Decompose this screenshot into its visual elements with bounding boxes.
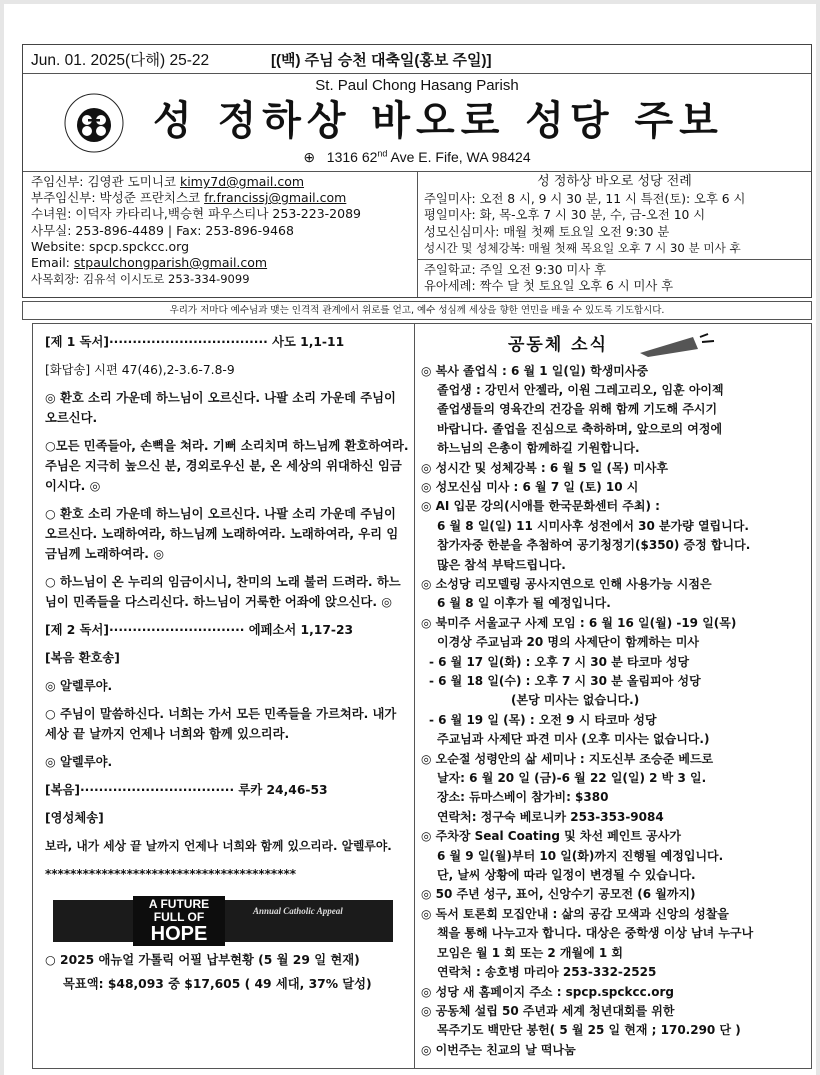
feast-title: [(백) 주님 승천 대축일(홍보 주일)] [271, 51, 492, 69]
news-item-title: ◎ 공동체 설립 50 주년과 세계 청년대회를 위한 [421, 1003, 675, 1018]
parish-logo-icon [63, 92, 125, 154]
convent: 수녀원: 이덕자 카타리나,백승현 파우스티나 253-223-2089 [31, 206, 361, 222]
news-item-title: ◎ 독서 토론회 모집안내 : 삶의 공감 모색과 신앙의 성찰을 [421, 906, 729, 921]
news-item-detail: 6 월 9 일(월)부터 10 일(화)까지 진행될 예정입니다. [437, 848, 724, 863]
address-number: 1316 62 [326, 149, 378, 165]
news-item [421, 497, 805, 575]
psalm: [화답송] 시편 47(46),2-3.6-7.8-9 [45, 362, 235, 377]
news-item-detail: 6 월 8 일(일) 11 시미사후 성전에서 30 분가량 열립니다. [437, 518, 749, 533]
communion-antiphon: 보라, 내가 세상 끝 날까지 언제나 너희와 함께 있으리라. 알렐루야. [45, 838, 392, 853]
mass-times [418, 172, 811, 260]
news-title: 공동체 소식 [507, 334, 609, 355]
date-row [23, 45, 811, 74]
priest-mass-schedule: 주교님과 사제단 파견 미사 (오후 미사는 없습니다.) [437, 732, 710, 747]
gospel: [복음]································· 루카 24,46-53 [45, 782, 328, 797]
banner-subtitle: Annual Catholic Appeal [253, 905, 343, 916]
bulletin-title: 성 정하상 바오로 성당 주보 [153, 98, 724, 144]
email-label: Email: [31, 255, 74, 271]
news-item-detail: 졸업생 : 강민서 안젤라, 이원 그레고리오, 임훈 아이젝 [437, 382, 724, 397]
news-item [421, 983, 805, 1002]
info-section [23, 172, 811, 297]
priest-mass-schedule: - 6 월 18 일(수) : 오후 7 시 30 분 올림피아 성당 [429, 674, 701, 688]
news-item [421, 905, 805, 983]
sunday-school: 주일학교: 주일 오전 9:30 미사 후 [424, 262, 606, 277]
news-item-detail: 이경상 주교님과 20 명의 사제단이 함께하는 미사 [437, 635, 700, 650]
council-president: 사목회장: 김유석 이시도로 253-334-9099 [31, 272, 250, 287]
banner-logo [133, 896, 225, 946]
news-item [421, 459, 805, 478]
bulletin-header [22, 44, 812, 298]
news-item-title: ◎ 북미주 서울교구 사제 모임 : 6 월 16 일(월) -19 일(목) [421, 615, 737, 630]
address-street: Ave E. Fife, WA 98424 [387, 149, 531, 165]
other-schedule [418, 260, 811, 297]
news-item-detail: 졸업생들의 영육간의 건강을 위해 함께 기도해 주시기 [437, 402, 718, 417]
psalm-verse: ○ 환호 소리 가운데 하느님이 오르신다. 나팔 소리 가운데 주님이 오르신다. 노래하여라, 하느님께 노래하여라. 노래하여라, 우리 임금님께 노래하여라. ◎ [45, 506, 399, 561]
news-item [421, 575, 805, 614]
news-item-detail: 6 월 8 일 이후가 될 예정입니다. [437, 596, 611, 611]
news-item-title: ◎ 주차장 Seal Coating 및 차선 페인트 공사가 [421, 829, 681, 844]
alleluia: ◎ 알렐루야. [45, 754, 113, 769]
banner-text: FULL OF [153, 909, 205, 924]
pastor-email-link[interactable]: kimy7d@gmail.com [179, 174, 305, 189]
priest-mass-schedule: - 6 월 19 일 (목) : 오전 9 시 타코마 성당 [429, 712, 657, 727]
news-item-title: ◎ 성모신심 미사 : 6 월 7 일 (토) 10 시 [421, 479, 639, 494]
news-item-detail: 장소: 듀마스베이 참가비: $380 [437, 790, 609, 805]
infant-baptism: 유아세례: 짝수 달 첫 토요일 오후 6 시 미사 후 [424, 279, 674, 293]
news-item-detail: 날자: 6 월 20 일 (금)-6 월 22 일(일) 2 박 3 일. [437, 771, 707, 786]
news-item [421, 614, 805, 750]
prayer-motto: 우리가 저마다 예수님과 맺는 인격적 관계에서 위로를 얻고, 예수 성심께 세상을 향한 연민을 배울 수 있도록 기도합시다. [22, 301, 812, 320]
priest-mass-schedule: (본당 미사는 없습니다.) [511, 693, 640, 708]
marian-mass: 성모신심미사: 매월 첫째 토요일 오전 9:30 분 [424, 224, 670, 239]
news-item [421, 478, 805, 497]
news-item-detail: 연락처 : 송호병 마리아 253-332-2525 [437, 965, 657, 980]
second-reading: [제 2 독서]····························· 에페소서 1,17-23 [45, 622, 354, 637]
parish-address [23, 147, 811, 167]
news-item-detail: 하느님의 은총이 함께하길 기원합니다. [437, 441, 640, 456]
news-heading [421, 330, 805, 362]
address-sup: nd [377, 148, 388, 159]
news-item-detail: 책을 통해 나누고자 합니다. 대상은 중학생 이상 남녀 누구나 [437, 926, 754, 941]
title-block [23, 74, 811, 172]
communion-antiphon-heading: [영성체송] [45, 810, 104, 825]
news-item-title: ◎ 성당 새 홈페이지 주소 : spcp.spckcc.org [421, 984, 675, 999]
small-logo-icon: ⊕ [303, 149, 327, 165]
news-item-detail: 연락처: 정구숙 베로니카 253-353-9084 [437, 809, 664, 824]
news-item-detail: 모임은 월 1 회 또는 2 개월에 1 회 [437, 945, 623, 960]
contact-info [23, 172, 418, 297]
liturgy-schedule [418, 172, 811, 297]
news-item-title: ◎ 소성당 리모델링 공사지연으로 인해 사용가능 시점은 [421, 576, 712, 591]
news-list [421, 362, 805, 1061]
parish-email-link[interactable]: stpaulchongparish@gmail.com [73, 255, 268, 271]
sunday-mass: 주일미사: 오전 8 시, 9 시 30 분, 11 시 특전(토): 오후 6 시 [424, 191, 746, 206]
news-item-title: ◎ 오순절 성령안의 삶 세미나 : 지도신부 조승준 베드로 [421, 751, 714, 766]
banner-text: HOPE [150, 922, 208, 945]
holy-hour: 성시간 및 성체강복: 매월 첫째 목요일 오후 7 시 30 분 미사 후 [424, 241, 741, 255]
psalm-verse: ○ 하느님이 온 누리의 임금이시니, 찬미의 노래 불러 드려라. 하느님이 민족들을 다스리신다. 하느님이 거룩한 어좌에 앉으신다. ◎ [45, 574, 401, 609]
news-item-detail: 단, 날씨 상황에 따라 일정이 변경될 수 있습니다. [437, 868, 696, 883]
gospel-acclamation: [복음 환호송] [45, 650, 120, 665]
news-item [421, 827, 805, 885]
appeal-status-title: ○ 2025 애뉴얼 가톨릭 어필 납부현황 (5 월 29 일 현재) [45, 952, 360, 967]
banner-text: A FUTURE [148, 896, 210, 911]
star-divider: **************************************** [45, 866, 297, 881]
news-item-title: ◎ 50 주년 성구, 표어, 신앙수기 공모전 (6 월까지) [421, 887, 696, 902]
psalm-response: ◎ 환호 소리 가운데 하느님이 오르신다. 나팔 소리 가운데 주님이 오르신다. [45, 390, 396, 425]
news-item [421, 1041, 805, 1060]
news-item-detail: 바랍니다. 졸업을 진심으로 축하하며, 앞으로의 여정에 [437, 421, 723, 436]
issue-date: Jun. 01. 2025(다해) 25-22 [31, 52, 210, 69]
news-item [421, 362, 805, 459]
appeal-amount: 목표액: $48,093 중 $17,605 ( 49 세대, 37% 달성) [63, 976, 372, 991]
associate-email-link[interactable]: fr.francissj@gmail.com [204, 190, 347, 206]
content-columns [32, 323, 812, 1070]
news-item-title: ◎ 복사 졸업식 : 6 월 1 일(일) 학생미사중 [421, 363, 649, 378]
news-item-title: ◎ 성시간 및 성체강복 : 6 월 5 일 (목) 미사후 [421, 460, 669, 475]
first-reading: [제 1 독서]·································· 사도 1,1-11 [45, 334, 345, 349]
news-item [421, 750, 805, 828]
priest-mass-schedule: - 6 월 17 일(화) : 오후 7 시 30 분 타코마 성당 [429, 654, 690, 669]
liturgy-heading: 성 정하상 바오로 성당 전례 [537, 174, 692, 189]
parish-name-english: St. Paul Chong Hasang Parish [315, 77, 519, 94]
readings-column [33, 324, 415, 1069]
psalm-verse: ○모든 민족들아, 손뼉을 쳐라. 기뻐 소리치며 하느님께 환호하여라. 주님은 지극히 높으신 분, 경외로우신 분, 온 세상의 위대하신 임금이시다. ◎ [45, 438, 409, 493]
news-item-title: ◎ AI 입문 강의(시애틀 한국문화센터 주최) : [421, 499, 660, 514]
bulletin-page [4, 4, 816, 1075]
news-item-detail: 목주기도 백만단 봉헌( 5 월 25 일 현재 ; 170.290 단 ) [437, 1023, 741, 1038]
annual-catholic-appeal-banner [53, 896, 393, 945]
alleluia: ◎ 알렐루야. [45, 678, 113, 693]
office-phone: 사무실: 253-896-4489 | Fax: 253-896-9468 [31, 222, 294, 238]
pastor: 주임신부: 김영관 도미니코 [31, 174, 180, 189]
news-item-detail: 참가자중 한분을 추첨하여 공기청정기($350) 증정 합니다. [437, 538, 751, 553]
news-item-title: ◎ 이번주는 친교의 날 떡나눔 [421, 1042, 576, 1057]
megaphone-icon [638, 333, 718, 359]
news-item [421, 885, 805, 904]
associate-pastor: 부주임신부: 박성준 프란치스코 [31, 190, 205, 206]
acclamation-verse: ○ 주님이 말씀하신다. 너희는 가서 모든 민족들을 가르쳐라. 내가 세상 끝 날까지 언제나 너희와 함께 있으리라. [45, 706, 397, 741]
news-item-detail: 많은 참석 부탁드립니다. [437, 557, 566, 572]
weekday-mass: 평일미사: 화, 목-오후 7 시 30 분, 수, 금-오전 10 시 [424, 208, 706, 222]
website: Website: spcp.spckcc.org [31, 238, 190, 254]
community-news-column [415, 324, 811, 1069]
news-item [421, 1002, 805, 1041]
